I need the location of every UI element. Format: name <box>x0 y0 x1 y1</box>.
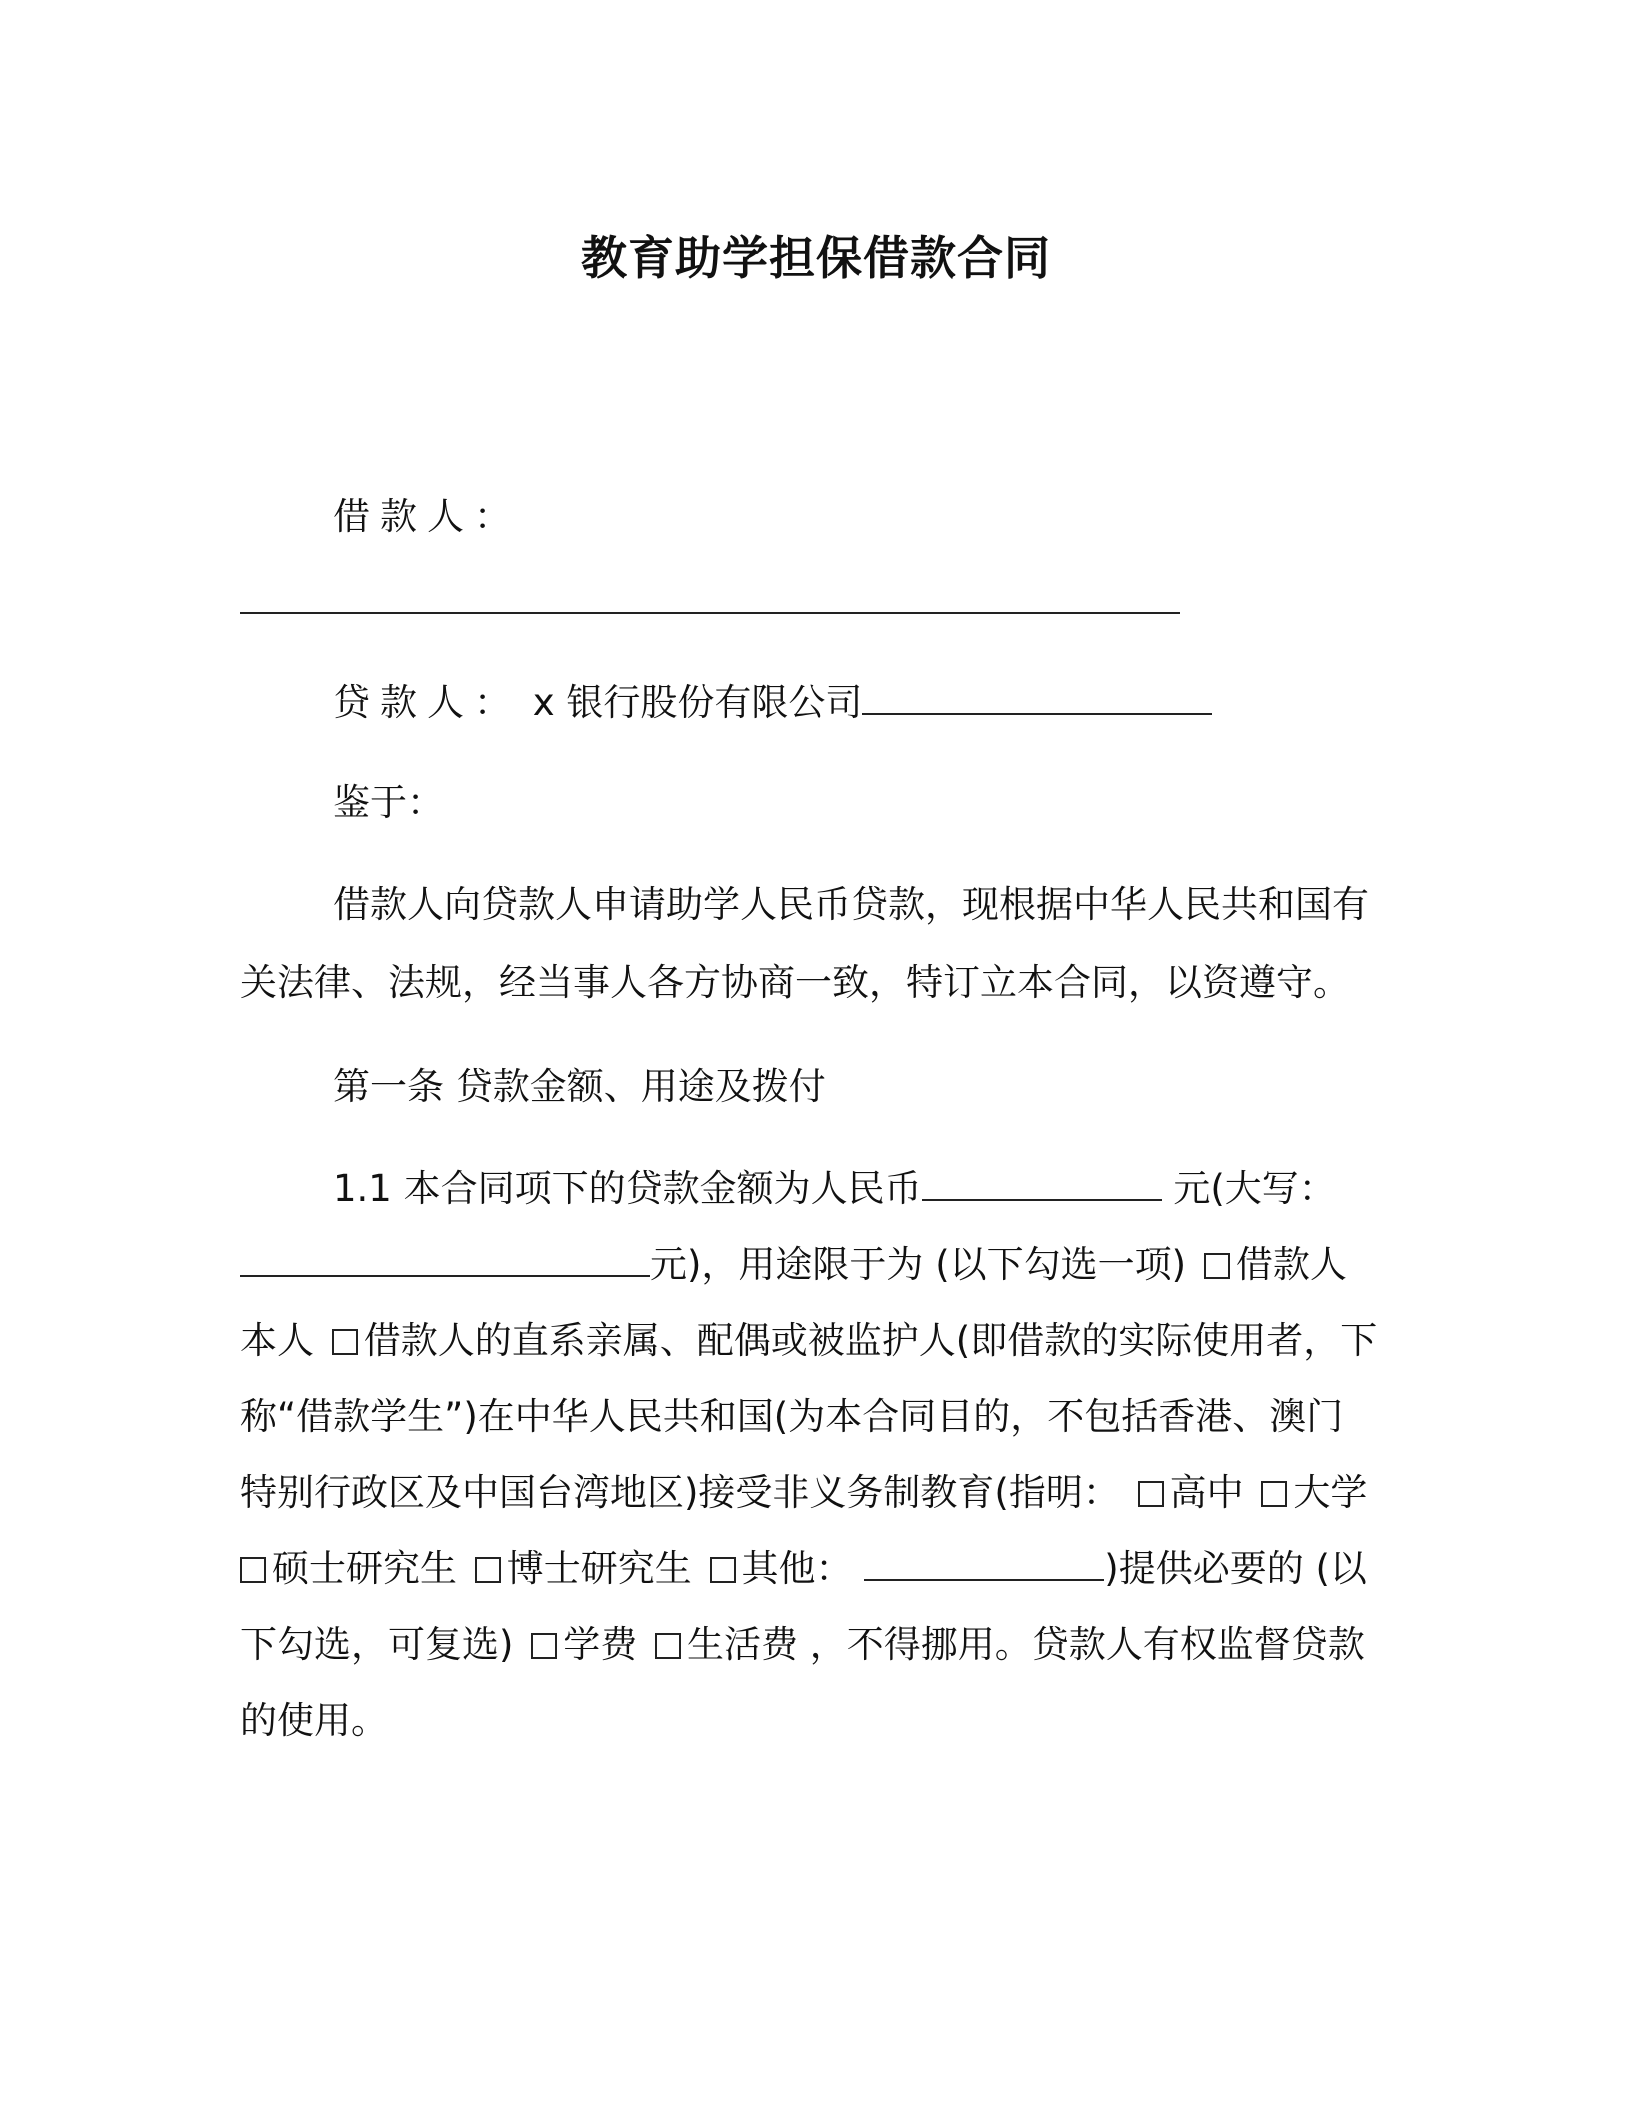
intro-line-2: 关法律、法规，经当事人各方协商一致，特订立本合同，以资遵守。 <box>240 961 1350 1004</box>
clause-text: 博士研究生 <box>506 1547 692 1590</box>
checkbox-doctorate[interactable] <box>475 1557 501 1583</box>
whereas-label: 鉴于： <box>333 781 444 824</box>
clause-text: 特别行政区及中国台湾地区)接受非义务制教育(指明： <box>240 1471 1120 1514</box>
lender-label: 贷款人： <box>333 681 521 724</box>
clause-1-1-line-5 <box>240 1470 1367 1516</box>
clause-text: 本人 <box>240 1319 314 1362</box>
clause-text: 硕士研究生 <box>272 1547 457 1590</box>
clause-1-1-line-4: 称“借款学生”)在中华人民共和国(为本合同目的，不包括香港、澳门 <box>240 1395 1344 1438</box>
checkbox-high-school[interactable] <box>1138 1481 1164 1507</box>
article-1-heading: 第一条 贷款金额、用途及拨付 <box>333 1065 826 1108</box>
clause-text: 高中 <box>1169 1471 1244 1514</box>
clause-1-1-line-7 <box>240 1622 1365 1668</box>
intro-line-1: 借款人向贷款人申请助学人民币贷款，现根据中华人民共和国有 <box>333 883 1369 926</box>
clause-text: 下勾选，可复选) <box>240 1623 514 1666</box>
amount-in-words-blank <box>240 1245 650 1277</box>
checkbox-other[interactable] <box>710 1557 736 1583</box>
clause-text: 1.1 本合同项下的贷款金额为人民币 <box>333 1167 922 1210</box>
checkbox-university[interactable] <box>1261 1481 1287 1507</box>
clause-1-1-line-3 <box>240 1318 1377 1364</box>
checkbox-masters[interactable] <box>240 1557 266 1583</box>
clause-text: 大学 <box>1293 1471 1368 1514</box>
other-blank <box>864 1549 1104 1581</box>
borrower-label: 借款人： <box>333 495 521 538</box>
checkbox-tuition[interactable] <box>531 1633 557 1659</box>
clause-text: 学费 <box>563 1623 638 1666</box>
checkbox-borrower-self[interactable] <box>1204 1253 1230 1279</box>
clause-text: 生活费 ，不得挪用。贷款人有权监督贷款 <box>686 1623 1365 1666</box>
clause-text: )提供必要的 (以 <box>1104 1547 1367 1590</box>
lender-value: x 银行股份有限公司 <box>532 681 863 724</box>
clause-1-1-line-2 <box>240 1242 1347 1288</box>
amount-blank <box>922 1169 1162 1201</box>
clause-text: 元)，用途限于为 (以下勾选一项) <box>650 1243 1187 1286</box>
checkbox-living-expenses[interactable] <box>655 1633 681 1659</box>
clause-1-1-line-6 <box>240 1546 1367 1592</box>
clause-text: 元(大写： <box>1173 1167 1336 1210</box>
lender-line <box>333 680 1212 726</box>
lender-blank <box>862 683 1212 715</box>
clause-1-1-line-8: 的使用。 <box>240 1699 388 1742</box>
checkbox-borrower-relative[interactable] <box>332 1329 358 1355</box>
clause-1-1-line-1 <box>333 1166 1336 1212</box>
clause-text: 其他： <box>741 1547 853 1590</box>
document-title: 教育助学担保借款合同 <box>581 231 1051 285</box>
clause-text: 借款人 <box>1235 1243 1347 1286</box>
clause-text: 借款人的直系亲属、配偶或被监护人(即借款的实际使用者，下 <box>363 1319 1378 1362</box>
borrower-blank-line <box>240 612 1180 614</box>
